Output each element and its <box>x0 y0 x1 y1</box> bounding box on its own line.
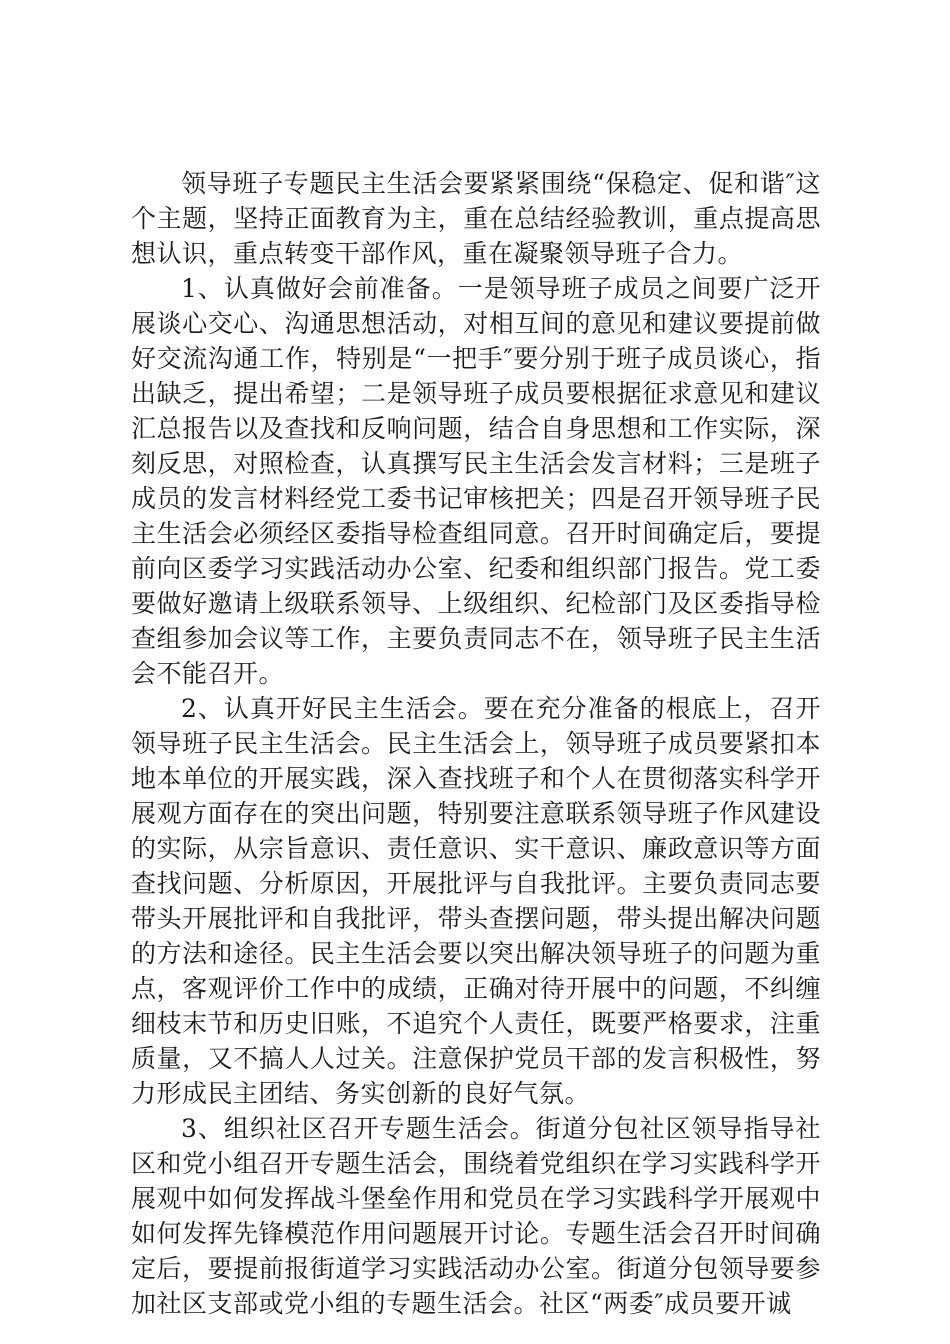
paragraph-item-2: 2、认真开好民主生活会。要在充分准备的根底上，召开领导班子民主生活会。民主生活会上，领导班子成员要紧扣本地本单位的开展实践，深入查找班子和个人在贯彻落实科学开展观方面存在的突出问题，特别要注意联系领导班子作风建设的实际，从宗旨意识、责任意识、实干意识、廉政意识等方面查找问题、分析原因，开展批评与自我批评。主要负责同志要带头开展批评和自我批评，带头查摆问题，带头提出解决问题的方法和途径。民主生活会要以突出解决领导班子的问题为重点，客观评价工作中的成绩，正确对待开展中的问题，不纠缠细枝末节和历史旧账，不追究个人责任，既要严格要求，注重质量，又不搞人人过关。注意保护党员干部的发言积极性，努力形成民主团结、务实创新的良好气氛。 <box>131 694 821 1108</box>
paragraph-item-3: 3、组织社区召开专题生活会。街道分包社区领导指导社区和党小组召开专题生活会，围绕着党组织在学习实践科学开展观中如何发挥战斗堡垒作用和党员在学习实践科学开展观中如何发挥先锋模范作用问题展开讨论。专题生活会召开时间确定后，要提前报街道学习实践活动办公室。街道分包领导要参加社区支部或党小组的专题生活会。社区“两委″成员要开诚 <box>131 1114 821 1318</box>
paragraph-intro: 领导班子专题民主生活会要紧紧围绕“保稳定、促和谐″这个主题，坚持正面教育为主，重在总结经验教训，重点提高思想认识，重点转变干部作风，重在凝聚领导班子合力。 <box>131 169 821 268</box>
document-body <box>131 166 821 1321</box>
paragraph-item-1: 1、认真做好会前准备。一是领导班子成员之间要广泛开展谈心交心、沟通思想活动，对相互间的意见和建议要提前做好交流沟通工作，特别是“一把手″要分别于班子成员谈心，指出缺乏，提出希望；二是领导班子成员要根据征求意见和建议汇总报告以及查找和反响问题，结合自身思想和工作实际，深刻反思，对照检查，认真撰写民主生活会发言材料；三是班子成员的发言材料经党工委书记审核把关；四是召开领导班子民主生活会必须经区委指导检查组同意。召开时间确定后，要提前向区委学习实践活动办公室、纪委和组织部门报告。党工委要做好邀请上级联系领导、上级组织、纪检部门及区委指导检查组参加会议等工作，主要负责同志不在，领导班子民主生活会不能召开。 <box>131 274 821 688</box>
